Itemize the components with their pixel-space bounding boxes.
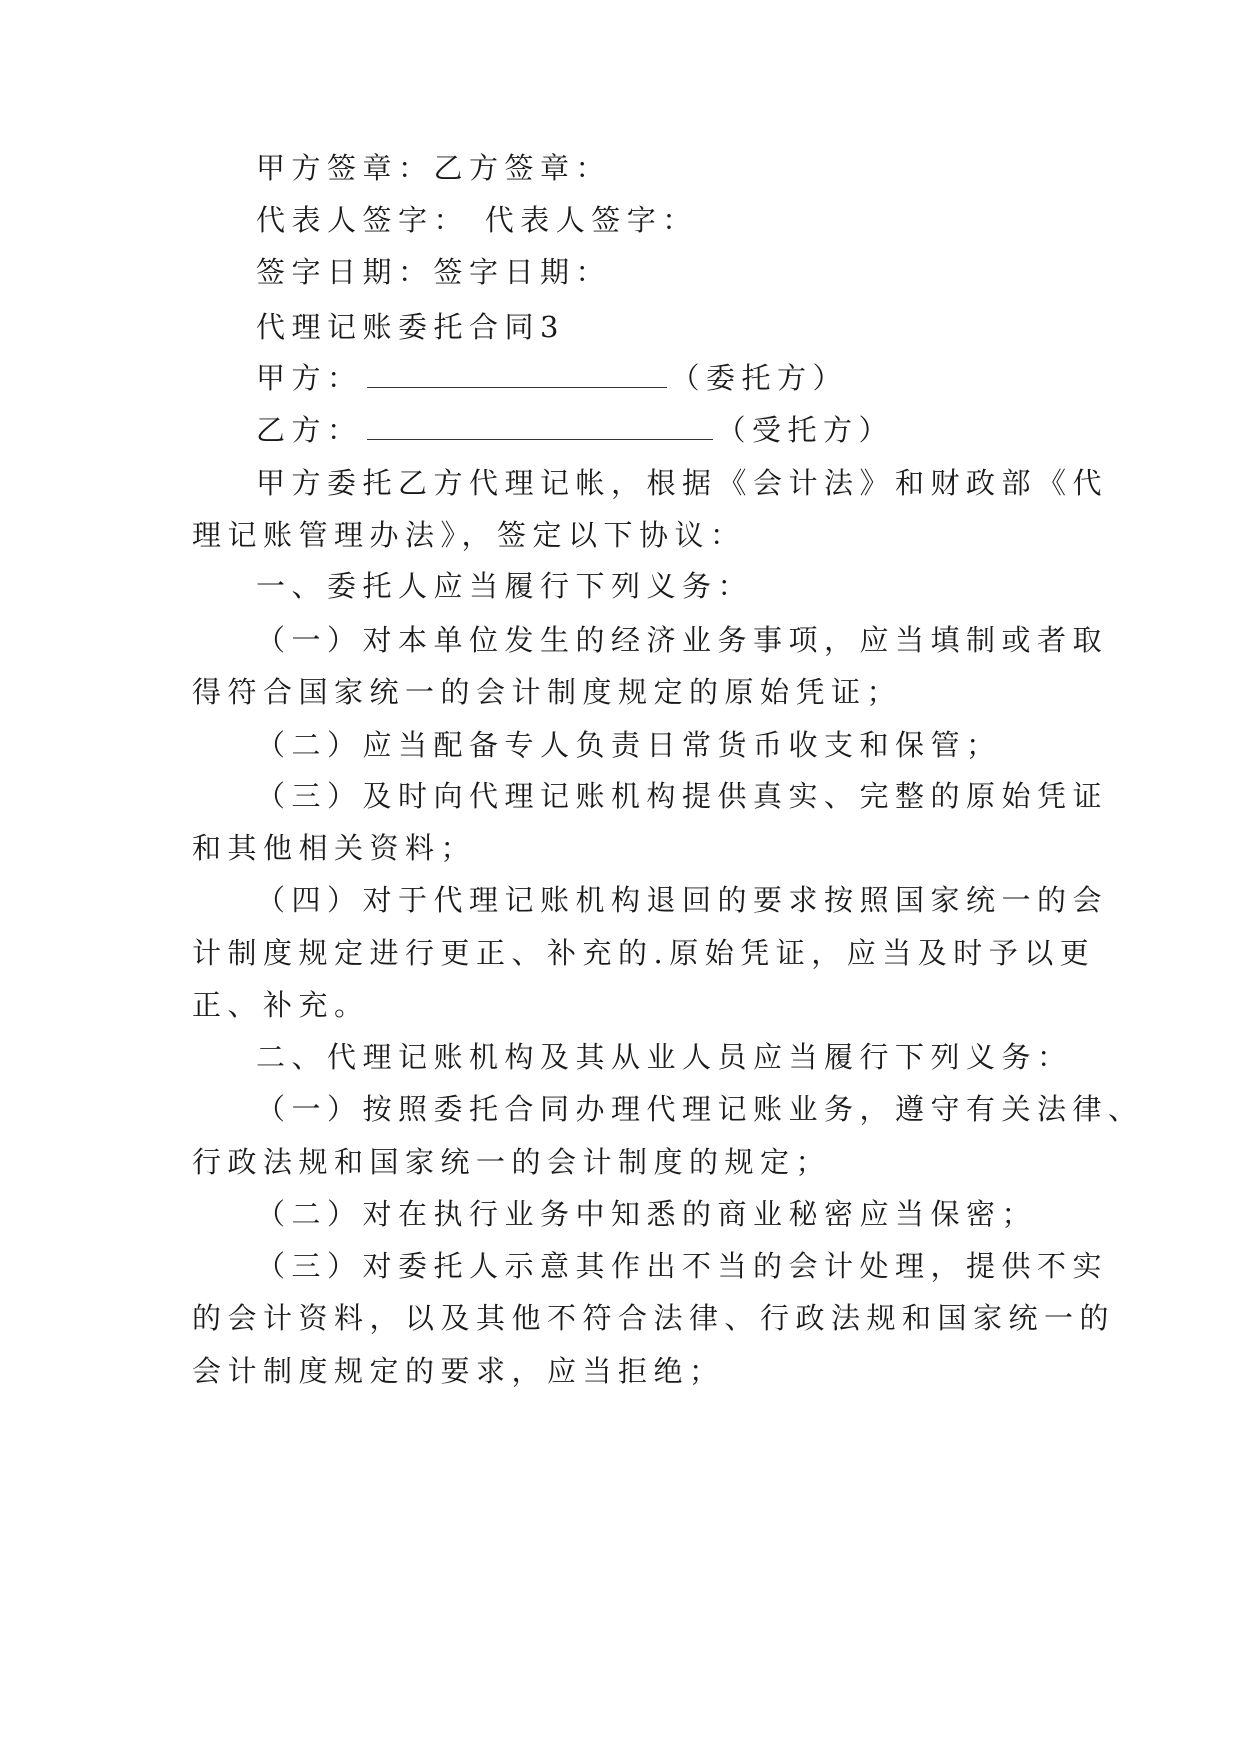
paragraph-line: （三）及时向代理记账机构提供真实、完整的原始凭证 (256, 779, 1109, 813)
party-b-role: （受托方） (716, 413, 895, 447)
signature-line-date: 签字日期：签字日期： (256, 255, 612, 289)
contract-title: 代理记账委托合同3 (256, 310, 565, 344)
paragraph-line: （一）对本单位发生的经济业务事项，应当填制或者取 (256, 623, 1109, 657)
paragraph-line: 得符合国家统一的会计制度规定的原始凭证； (192, 675, 903, 709)
paragraph-line: 计制度规定进行更正、补充的.原始凭证，应当及时予以更 (192, 936, 1096, 970)
party-a-blank (367, 361, 667, 388)
party-a-role: （委托方） (670, 361, 849, 395)
paragraph-line: 和其他相关资料； (192, 831, 477, 865)
paragraph-line: 正、补充。 (192, 988, 370, 1022)
party-b-line (256, 412, 1136, 448)
paragraph-line: 会计制度规定的要求，应当拒绝； (192, 1354, 725, 1388)
party-a-line (256, 360, 1136, 396)
paragraph-line: （三）对委托人示意其作出不当的会计处理，提供不实 (256, 1249, 1109, 1283)
party-b-blank (367, 413, 713, 440)
paragraph-line: 的会计资料，以及其他不符合法律、行政法规和国家统一的 (192, 1301, 1116, 1335)
paragraph-line: （一）按照委托合同办理代理记账业务，遵守有关法律、 (256, 1092, 1144, 1126)
paragraph-line: （二）应当配备专人负责日常货币收支和保管； (256, 728, 1002, 762)
paragraph-line: （四）对于代理记账机构退回的要求按照国家统一的会 (256, 883, 1109, 917)
paragraph-line: （二）对在执行业务中知悉的商业秘密应当保密； (256, 1197, 1038, 1231)
paragraph-line: 行政法规和国家统一的会计制度的规定； (192, 1145, 832, 1179)
paragraph-line: 理记账管理办法》，签定以下协议： (192, 518, 746, 552)
signature-line-representative: 代表人签字： 代表人签字： (256, 203, 698, 237)
paragraph-line: 甲方委托乙方代理记帐，根据《会计法》和财政部《代 (256, 466, 1109, 500)
party-a-label: 甲方： (256, 361, 363, 395)
signature-line-seal: 甲方签章：乙方签章： (256, 151, 612, 185)
section-heading-client-obligations: 一、委托人应当履行下列义务： (256, 569, 754, 603)
section-heading-agency-obligations: 二、代理记账机构及其从业人员应当履行下列义务： (256, 1040, 1073, 1074)
party-b-label: 乙方： (256, 413, 363, 447)
